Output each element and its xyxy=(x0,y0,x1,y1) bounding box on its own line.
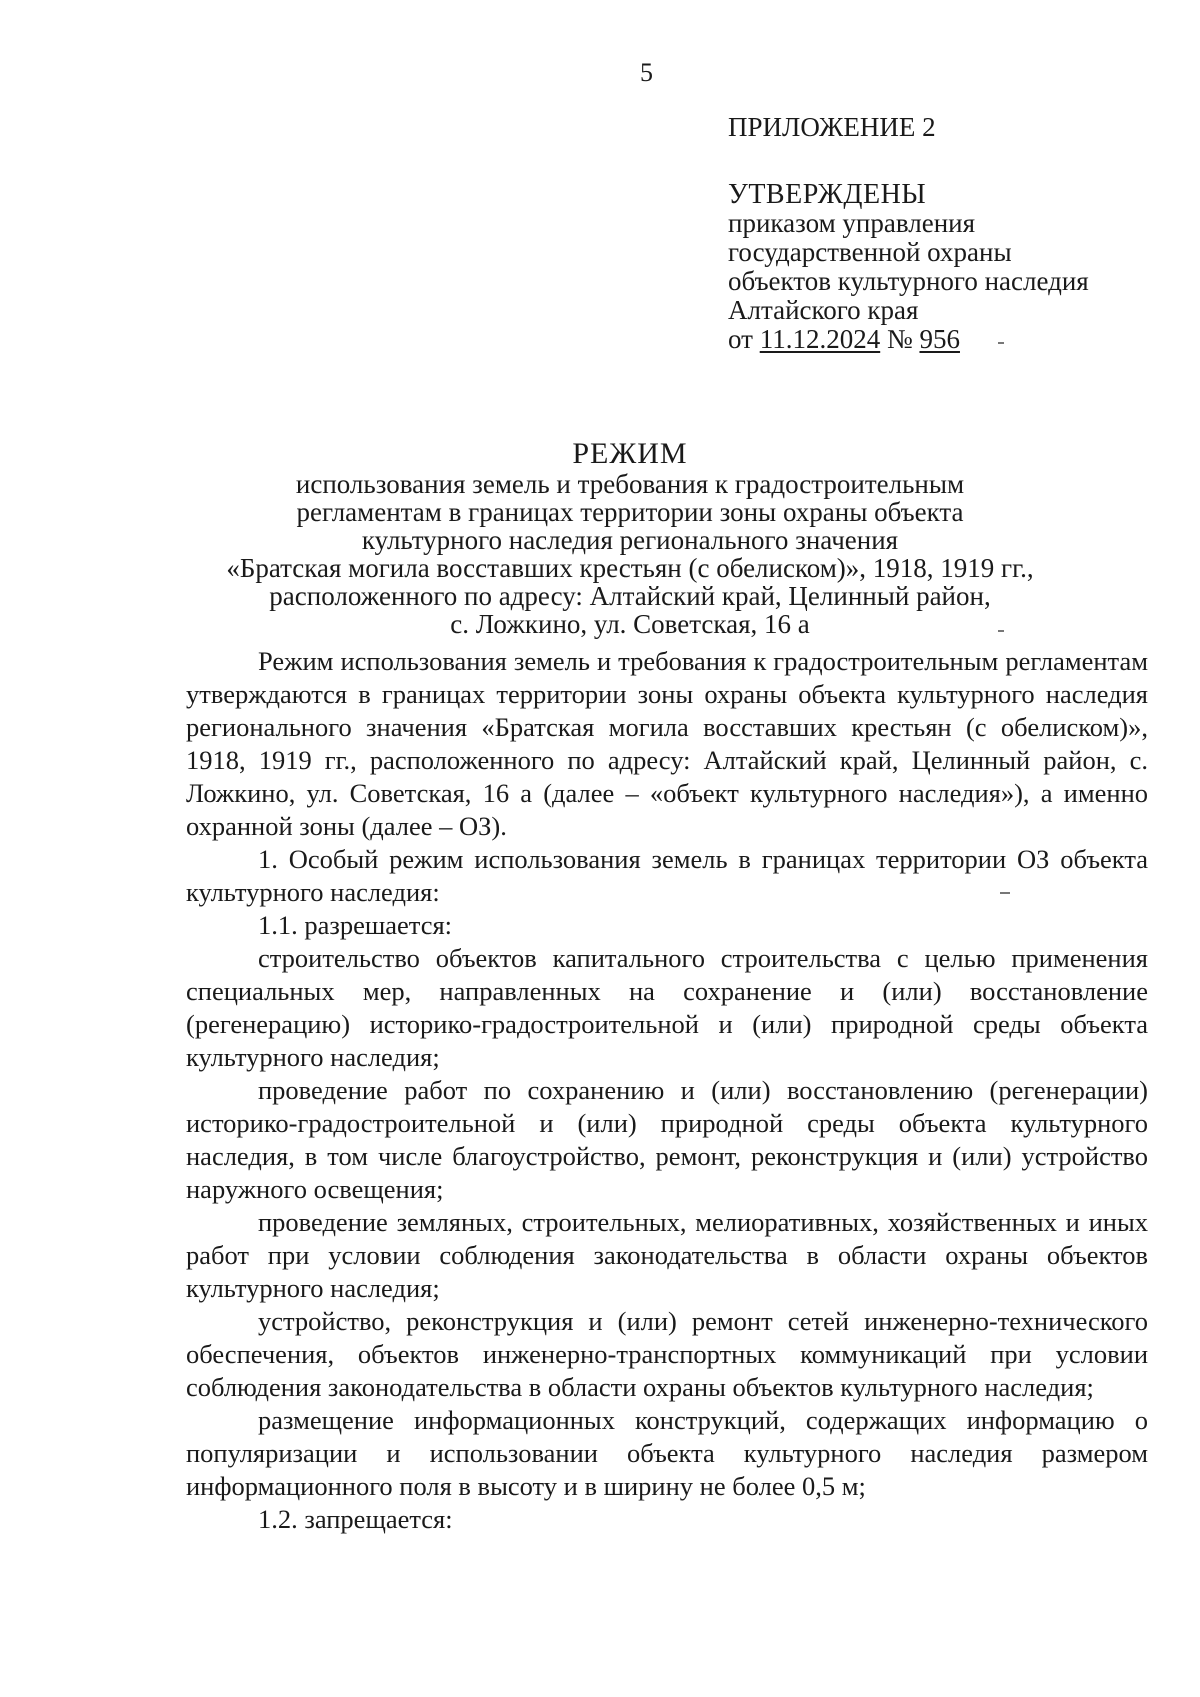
order-number-sign: № xyxy=(886,324,913,354)
body-paragraph: проведение земляных, строительных, мелиоративных, хозяйственных и иных работ при условии соблюдения законодательства в области охраны объектов культурного наследия; xyxy=(186,1207,1148,1303)
scan-mark xyxy=(1000,892,1010,894)
document-body xyxy=(186,645,1148,1536)
appendix-label: ПРИЛОЖЕНИЕ 2 xyxy=(728,112,936,142)
scan-mark xyxy=(998,630,1004,632)
body-paragraph: 1. Особый режим использования земель в границах территории ОЗ объекта культурного наследия: xyxy=(186,844,1148,907)
body-paragraph: размещение информационных конструкций, содержащих информацию о популяризации и использовании объекта культурного наследия размером информационного поля в высоту и в ширину не более 0,5 м; xyxy=(186,1405,1148,1501)
body-paragraph: устройство, реконструкция и (или) ремонт сетей инженерно-технического обеспечения, объектов инженерно-транспортных коммуникаций при условии соблюдения законодательства в области охраны объектов культурного наследия; xyxy=(186,1306,1148,1402)
approval-line: Алтайского края xyxy=(728,295,919,325)
subtitle-line: расположенного по адресу: Алтайский край, Целинный район, xyxy=(269,581,991,611)
body-paragraph: 1.2. запрещается: xyxy=(258,1504,453,1534)
subtitle-line: с. Ложкино, ул. Советская, 16 а xyxy=(450,609,810,639)
subtitle-line: регламентам в границах территории зоны охраны объекта xyxy=(296,497,964,527)
order-date: 11.12.2024 xyxy=(759,324,881,354)
body-paragraph: строительство объектов капитального строительства с целью применения специальных мер, направленных на сохранение и (или) восстановление (регенерацию) историко-градостроительной и (или) природной среды объекта культурного наследия; xyxy=(186,943,1148,1072)
order-line xyxy=(728,325,1089,354)
approval-block xyxy=(728,180,1089,354)
body-paragraph: проведение работ по сохранению и (или) восстановлению (регенерации) историко-градостроительной и (или) природной среды объекта культурного наследия, в том числе благоустройство, ремонт, реконструкция и (или) устройство наружного освещения; xyxy=(186,1075,1148,1204)
approval-title: УТВЕРЖДЕНЫ xyxy=(728,179,927,210)
document-header xyxy=(180,438,1080,638)
order-number: 956 xyxy=(919,324,960,354)
approval-line: государственной охраны xyxy=(728,237,1012,267)
subtitle-line: «Братская могила восставших крестьян (с обелиском)», 1918, 1919 гг., xyxy=(226,553,1034,583)
body-paragraph: Режим использования земель и требования к градостроительным регламентам утверждаются в границах территории зоны охраны объекта культурного наследия регионального значения «Братская могила восставших крестьян (с обелиском)», 1918, 1919 гг., расположенного по адресу: Алтайский край, Целинный район, с. Ложкино, ул. Советская, 16 а (далее – «объект культурного наследия»), а именно охранной зоны (далее – ОЗ). xyxy=(186,646,1148,841)
approval-line: приказом управления xyxy=(728,208,976,238)
order-prefix: от xyxy=(728,324,753,354)
scan-mark xyxy=(998,342,1004,344)
subtitle-line: культурного наследия регионального значения xyxy=(361,525,899,555)
body-paragraph: 1.1. разрешается: xyxy=(258,910,453,940)
page-number: 5 xyxy=(640,58,653,87)
document-title: РЕЖИМ xyxy=(572,437,688,470)
approval-line: объектов культурного наследия xyxy=(728,266,1089,296)
subtitle-line: использования земель и требования к градостроительным xyxy=(295,469,965,499)
